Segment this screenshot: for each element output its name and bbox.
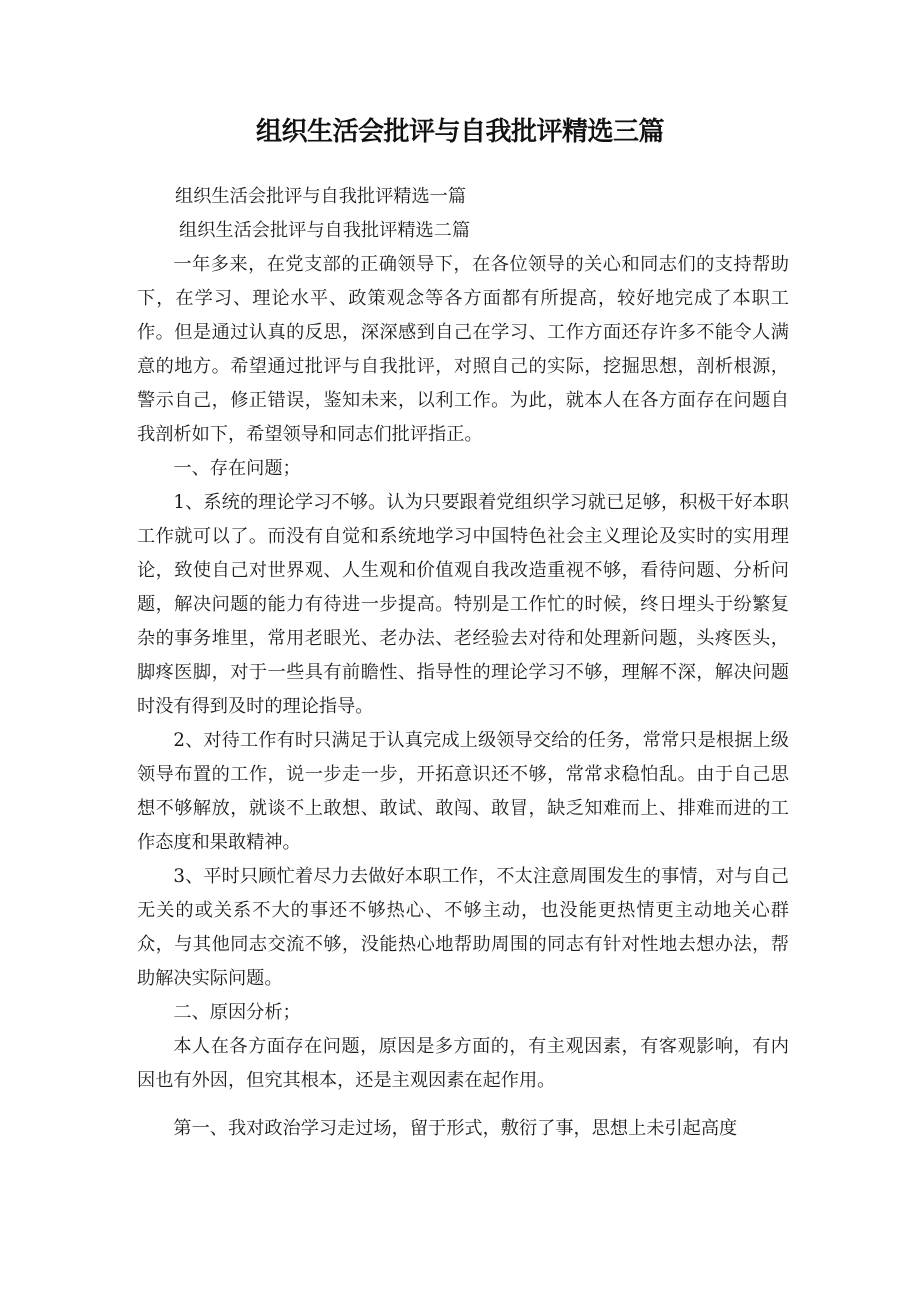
- intro-paragraph: 一年多来，在党支部的正确领导下，在各位领导的关心和同志们的支持帮助下，在学习、理论水平、政策观念等各方面都有所提高，较好地完成了本职工作。但是通过认真的反思，深深感到自己在学习、工作方面还存许多不能令人满意的地方。希望通过批评与自我批评，对照自己的实际，挖掘思想，剖析根源，警示自己，修正错误，鉴知未来，以利工作。为此，就本人在各方面存在问题自我剖析如下，希望领导和同志们批评指正。: [137, 254, 789, 445]
- document-title: 组织生活会批评与自我批评精选三篇: [255, 117, 664, 147]
- problem-item-3: 3、平时只顾忙着尽力去做好本职工作，不太注意周围发生的事情，对与自己无关的或关系不大的事还不够热心、不够主动，也没能更热情更主动地关心群众，与其他同志交流不够，没能热心地帮助周围的同志有针对性地去想办法，帮助解决实际问题。: [137, 866, 789, 989]
- section-heading-problems: 一、存在问题；: [173, 458, 301, 479]
- toc-entry-1: 组织生活会批评与自我批评精选一篇: [175, 186, 467, 207]
- section-heading-causes: 二、原因分析；: [173, 1002, 301, 1023]
- cause-item-1: 第一、我对政治学习走过场，留于形式，敷衍了事，思想上未引起高度: [173, 1118, 738, 1139]
- causes-paragraph: 本人在各方面存在问题，原因是多方面的，有主观因素，有客观影响，有内因也有外因，但究其根本，还是主观因素在起作用。: [137, 1036, 789, 1091]
- problem-item-2: 2、对待工作有时只满足于认真完成上级领导交给的任务，常常只是根据上级领导布置的工作，说一步走一步，开拓意识还不够，常常求稳怕乱。由于自己思想不够解放，就谈不上敢想、敢试、敢闯、敢冒，缺乏知难而上、排难而进的工作态度和果敢精神。: [137, 730, 789, 853]
- document-body: [137, 180, 789, 1146]
- problem-item-1: 1、系统的理论学习不够。认为只要跟着党组织学习就已足够，积极干好本职工作就可以了。而没有自觉和系统地学习中国特色社会主义理论及实时的实用理论，致使自己对世界观、人生观和价值观自我改造重视不够，看待问题、分析问题，解决问题的能力有待进一步提高。特别是工作忙的时候，终日埋头于纷繁复杂的事务堆里，常用老眼光、老办法、老经验去对待和处理新问题，头疼医头，脚疼医脚，对于一些具有前瞻性、指导性的理论学习不够，理解不深，解决问题时没有得到及时的理论指导。: [137, 492, 789, 717]
- toc-entry-2: 组织生活会批评与自我批评精选二篇: [179, 220, 471, 241]
